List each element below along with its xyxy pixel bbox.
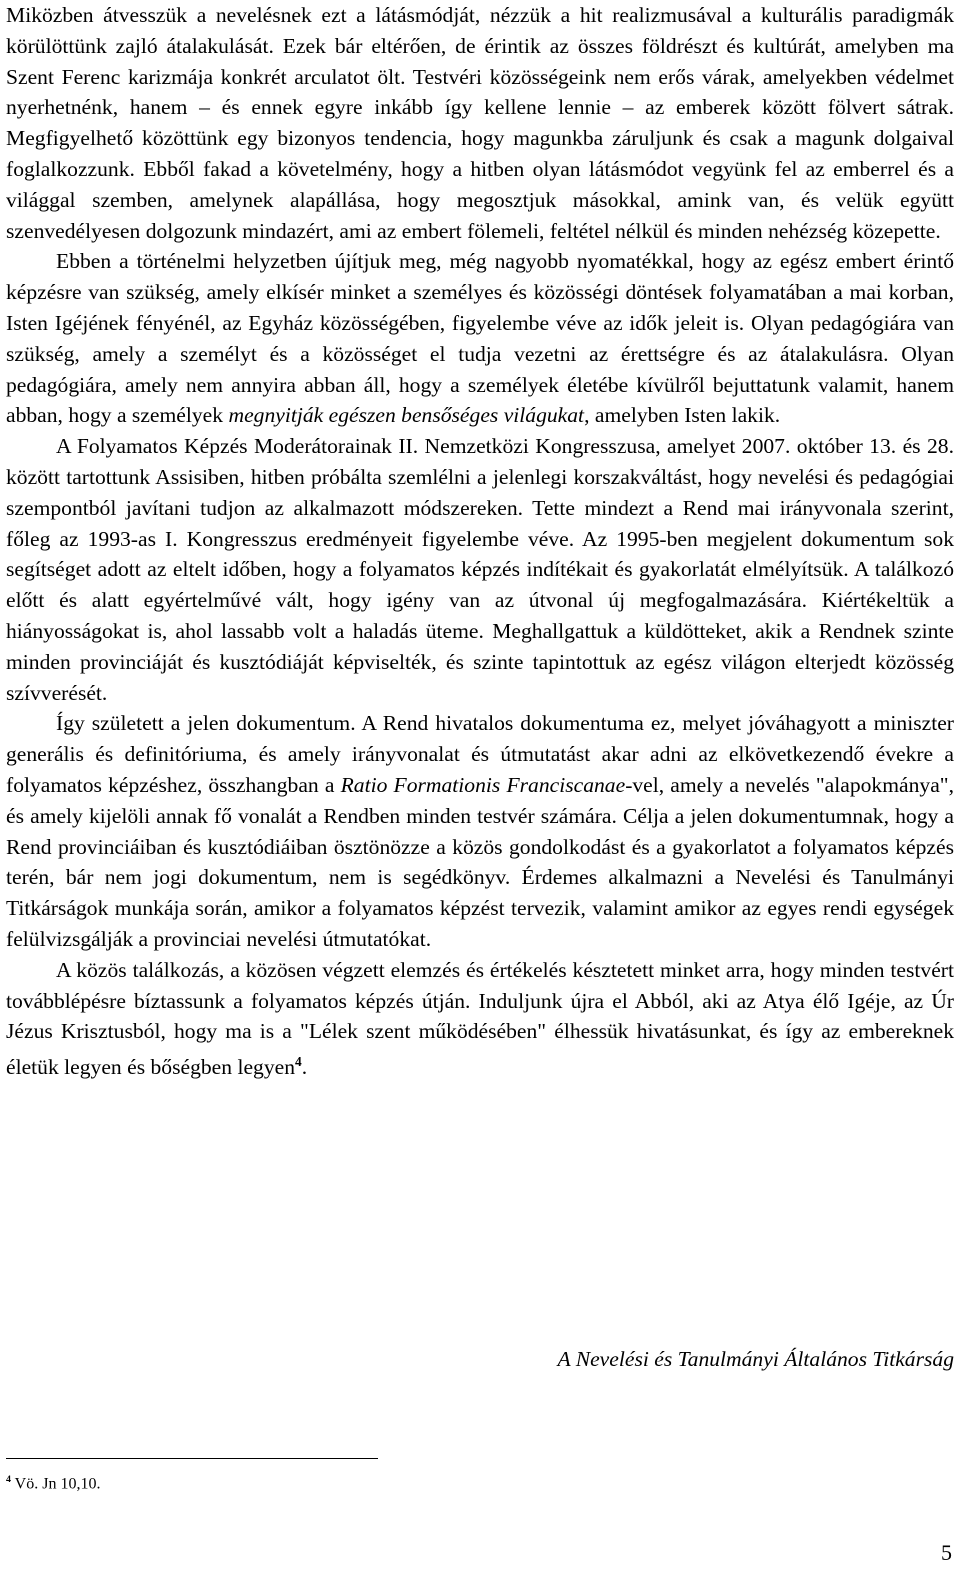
paragraph-3: A Folyamatos Képzés Moderátorainak II. Nemzetközi Kongresszusa, amelyet 2007. október 13. és 28. között tartottunk Assisiben, hitben próbálta szemlélni a jelenlegi korszakváltást, hogy nevelési és pedagógiai szempontból javítani tudjon az alkalmazott módszereken. Tette mindezt a Rend mai irányvonala szerint, főleg az 1993-as I. Kongresszus eredményeit figyelembe véve. Az 1995-ben megjelent dokumentum sok segítséget adott az eltelt időben, hogy a folyamatos képzés indítékait és gyakorlatát elmélyítsük. A találkozó előtt és alatt egyértelművé vált, hogy igény van az útvonal új megfogalmazására. Kiértékeltük a hiányosságokat is, ahol lassabb volt a haladás üteme. Meghallgattuk a küldötteket, akik a Rendnek szinte minden provinciáját és kusztódiáját képviselték, és szinte tapintottuk az egész világon elterjedt közösség szívverését.: [6, 434, 954, 705]
footnote: [6, 1474, 100, 1493]
paragraph-2-emphasis: megnyitják egészen bensőséges világukat: [228, 403, 585, 428]
paragraph-5-end: .: [301, 1055, 308, 1080]
footnote-divider: [6, 1458, 378, 1459]
paragraph-2: [6, 246, 954, 431]
paragraph-2-text-a: Ebben a történelmi helyzetben újítjuk meg, még nagyobb nyomatékkal, hogy az egész embert érintő képzésre van szükség, amely elkísér minket a személyes és közösségi döntések folyamatában a mai korban, Isten Igéjének fényénél, az Egyház közösségében, figyelembe véve az idők jeleit is. Olyan pedagógiára van szükség, amely a személyt és a közösséget el tudja vezetni az érettségre és az átalakulásra. Olyan pedagógiára, amely nem annyira abban áll, hogy a személyek életébe kívülről bejuttatunk valamit, hanem abban, hogy a személyek: [6, 249, 954, 428]
footnote-text: Vö. Jn 10,10.: [10, 1475, 101, 1493]
paragraph-4: [6, 708, 954, 954]
document-body: [6, 0, 954, 1083]
footnote-reference[interactable]: 4: [295, 1054, 302, 1070]
paragraph-4-emphasis: Ratio Formationis Franciscanae: [340, 772, 626, 797]
paragraph-1: Miközben átvesszük a nevelésnek ezt a látásmódját, nézzük a hit realizmusával a kulturális paradigmák körülöttünk zajló átalakulását. Ezek bár eltérően, de érintik az összes földrészt és kultúrát, amelyben ma Szent Ferenc karizmája konkrét arculatot ölt. Testvéri közösségeink nem erős várak, amelyekben védelmet nyerhetnénk, hanem – és ennek egyre inkább így kellene lennie – az emberek között fölvert sátrak. Megfigyelhető közöttünk egy bizonyos tendencia, hogy magunkba záruljunk és csak a magunk dolgaival foglalkozzunk. Ebből fakad a követelmény, hogy a hitben olyan látásmódot vegyünk fel az emberrel és a világgal szemben, amelynek alapállása, hogy megosztjuk másokkal, amink van, és velük együtt szenvedélyesen dolgozunk mindazért, ami az embert fölemeli, feltétel nélkül és minden nehézség közepette.: [6, 3, 954, 243]
paragraph-5-text: A közös találkozás, a közösen végzett elemzés és értékelés késztetett minket arra, hogy minden testvért továbblépésre bíztassunk a folyamatos képzés útján. Induljunk újra el Abból, aki az Atya élő Igéje, az Úr Jézus Krisztusból, hogy ma is a "Lélek szent működésében" élhessük hivatásunkat, és így az embereknek életük legyen és bőségben legyen: [6, 957, 954, 1080]
footnote-number: 4: [6, 1474, 11, 1485]
paragraph-2-text-b: , amelyben Isten lakik.: [584, 403, 781, 428]
page-number: 5: [941, 1540, 952, 1565]
signature: A Nevelési és Tanulmányi Általános Titkárság: [557, 1347, 954, 1371]
paragraph-4-text-a: Így született a jelen dokumentum. A Rend hivatalos dokumentuma ez, melyet jóváhagyott a miniszter generális és definitóriuma, és amely irányvonalat és útmutatást akar adni az elkövetkezendő évekre a folyamatos képzéshez, összhangban a: [6, 711, 954, 797]
paragraph-5: [6, 955, 954, 1083]
paragraph-4-text-b: -vel, amely a nevelés "alapokmánya", és amely kijelöli annak fő vonalát a Rendben minden testvér számára. Célja a jelen dokumentumnak, hogy a Rend provinciáiban és kusztódiáiban ösztönözze a közös gondolkodást és a gyakorlatot a folyamatos képzés terén, bár nem jogi dokumentum, nem is segédkönyv. Érdemes alkalmazni a Nevelési és Tanulmányi Titkárságok munkája során, amikor a folyamatos képzést tervezik, valamint amikor az egyes rendi egységek felülvizsgálják a provinciai nevelési útmutatókat.: [6, 772, 954, 951]
